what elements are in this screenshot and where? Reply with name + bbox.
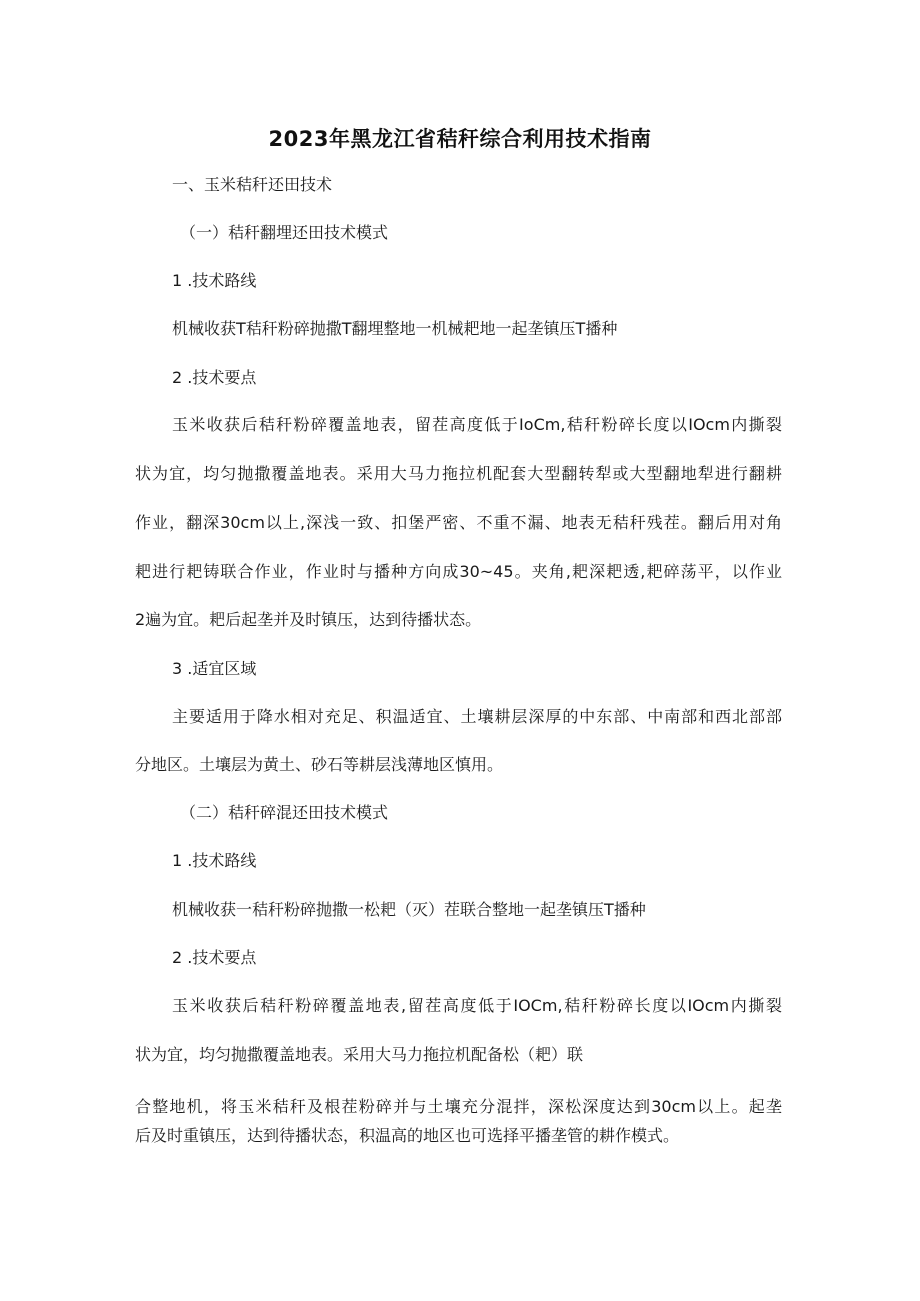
- paragraph-line: 机械收获T秸秆粉碎抛撒T翻埋整地一机械耙地一起垄镇压T播种: [172, 319, 618, 338]
- paragraph-line: 主要适用于降水相对充足、积温适宜、土壤耕层深厚的中东部、中南部和西北部部: [172, 707, 782, 726]
- item-heading-points-1: 2 .技术要点: [172, 368, 257, 387]
- item-heading-route-2: 1 .技术路线: [172, 851, 257, 870]
- paragraph-line: 玉米收获后秸秆粉碎覆盖地表,留茬高度低于IOCm,秸秆粉碎长度以IOcm内撕裂: [172, 996, 782, 1015]
- item-heading-route-1: 1 .技术路线: [172, 271, 257, 290]
- paragraph-line: 后及时重镇压，达到待播状态，积温高的地区也可选择平播垄管的耕作模式。: [135, 1126, 680, 1145]
- paragraph-line: 状为宜，均匀抛撒覆盖地表。采用大马力拖拉机配备松（耙）联: [135, 1045, 584, 1064]
- document-title: 2023年黑龙江省秸秆综合利用技术指南: [268, 127, 652, 151]
- item-heading-points-2: 2 .技术要点: [172, 948, 257, 967]
- paragraph-line: 作业，翻深30cm以上,深浅一致、扣堡严密、不重不漏、地表无秸秆残茬。翻后用对角: [135, 513, 782, 532]
- paragraph-line: 耙进行耙铸联合作业，作业时与播种方向成30~45。夹角,耙深耙透,耙碎荡平，以作业: [135, 562, 782, 581]
- section-heading-1: 一、玉米秸秆还田技术: [172, 175, 333, 194]
- subsection-heading-2: （二）秸秆碎混还田技术模式: [180, 803, 389, 822]
- item-heading-region: 3 .适宜区域: [172, 659, 257, 678]
- paragraph-line: 机械收获一秸秆粉碎抛撒一松耙（灭）茬联合整地一起垄镇压T播种: [172, 900, 646, 919]
- paragraph-line: 2遍为宜。耙后起垄并及时镇压，达到待播状态。: [135, 610, 482, 629]
- subsection-heading-1: （一）秸秆翻埋还田技术模式: [180, 223, 389, 242]
- paragraph-line: 状为宜，均匀抛撒覆盖地表。采用大马力拖拉机配套大型翻转犁或大型翻地犁进行翻耕: [135, 464, 782, 483]
- paragraph-line: 分地区。土壤层为黄土、砂石等耕层浅薄地区慎用。: [135, 755, 504, 774]
- paragraph-line: 玉米收获后秸秆粉碎覆盖地表，留茬高度低于IoCm,秸秆粉碎长度以IOcm内撕裂: [172, 415, 782, 434]
- paragraph-line: 合整地机，将玉米秸秆及根茬粉碎并与土壤充分混拌，深松深度达到30cm以上。起垄: [135, 1097, 782, 1116]
